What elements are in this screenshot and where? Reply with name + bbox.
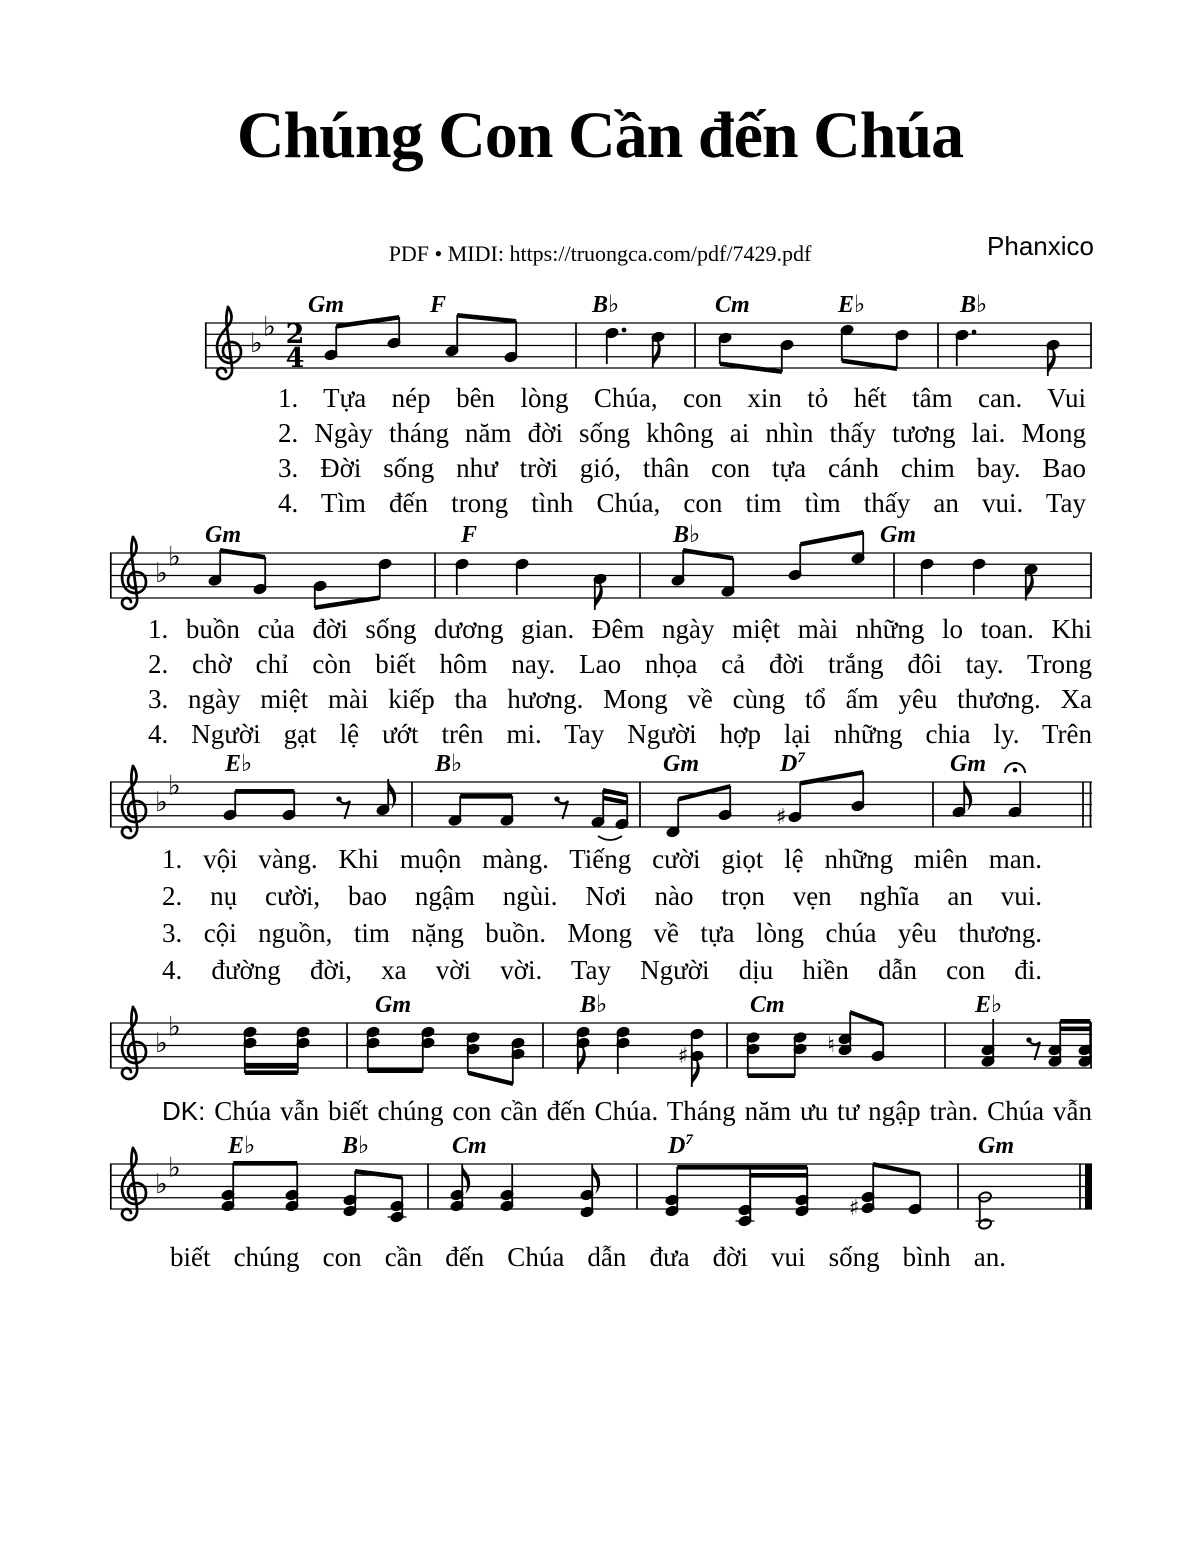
note <box>593 573 607 610</box>
chord-label: Cm <box>452 1133 487 1159</box>
beam <box>468 1070 513 1086</box>
beam <box>603 796 627 806</box>
tie <box>598 836 622 840</box>
staff-2 <box>110 522 1092 610</box>
key-flat-sign: ♭ <box>168 541 181 573</box>
beam <box>683 548 733 561</box>
chord-label: Gm <box>375 992 411 1018</box>
beam <box>245 1063 298 1068</box>
chord-label: Gm <box>308 292 344 318</box>
chorus-line-1 <box>162 1096 1092 1126</box>
note <box>616 1026 630 1074</box>
note <box>849 1191 875 1221</box>
chord-label: B♭ <box>580 992 608 1018</box>
verse3-line-1: 1. vội vàng. Khi muộn màng. Tiếng cười giọt lệ những miên man. <box>162 844 1042 874</box>
note <box>776 805 802 830</box>
beam <box>336 315 399 329</box>
key-flat-sign: ♭ <box>168 1011 181 1043</box>
note <box>952 781 972 818</box>
key-flat-sign: ♭ <box>168 1152 181 1184</box>
chord-label: E♭ <box>975 992 1003 1018</box>
chord-label: Cm <box>715 292 750 318</box>
note <box>678 1028 704 1087</box>
note <box>1024 563 1038 600</box>
beam <box>220 548 265 560</box>
staff-4 <box>110 992 1092 1087</box>
svg-text:4: 4 <box>285 343 305 374</box>
chord-label: $D^7$ <box>780 750 805 777</box>
verse2-line-1: 1. buồn của đời sống dương gian. Đêm ngày miệt mài những lo toan. Khi <box>148 614 1092 644</box>
composer-name: Phanxico <box>987 231 1094 261</box>
fermata <box>1005 763 1025 773</box>
staff-5 <box>110 1132 1092 1230</box>
chord-label: Cm <box>750 992 785 1018</box>
note <box>651 331 665 368</box>
chord-label: $D^7$ <box>668 1132 693 1159</box>
beam <box>1060 1027 1090 1032</box>
beam <box>842 358 897 371</box>
beam <box>677 1165 807 1170</box>
chord-label: B♭ <box>673 522 701 548</box>
chord-label: E♭ <box>838 292 866 318</box>
key-flat-sign: ♭ <box>155 787 168 818</box>
chord-label: F <box>430 292 447 318</box>
key-flat-sign: ♭ <box>250 328 263 359</box>
verse1-line-4: 4. Tìm đến trong tình Chúa, con tim tìm thấy an vui. Tay <box>278 488 1086 518</box>
chord-label: Gm <box>978 1133 1014 1159</box>
chord-label: Gm <box>663 751 699 777</box>
key-flat-sign: ♭ <box>263 311 276 343</box>
key-flat-sign: ♭ <box>155 1169 168 1200</box>
beam <box>457 313 516 324</box>
chorus-text: Chúa vẫn biết chúng con cần đến Chúa. Tháng năm ưu tư ngập tràn. Chúa vẫn <box>214 1096 1093 1126</box>
note <box>580 1164 600 1218</box>
verse2-line-4: 4. Người gạt lệ ướt trên mi. Tay Người hợp lại những chia ly. Trên <box>148 719 1092 749</box>
verse3-line-4: 4. đường đời, xa vời vời. Tay Người dịu hiền dẫn con đi. <box>162 955 1042 985</box>
note <box>920 558 934 595</box>
verse3-line-2: 2. nụ cười, bao ngậm ngùi. Nơi nào trọn vẹn nghĩa an vui. <box>162 881 1042 911</box>
chord-label: Gm <box>205 522 241 548</box>
verse2-line-3: 3. ngày miệt mài kiếp tha hương. Mong về cùng tổ ấm yêu thương. Xa <box>148 684 1092 714</box>
chord-label: B♭ <box>960 292 988 318</box>
verse1-line-3: 3. Đời sống như trời gió, thân con tựa cánh chim bay. Bao <box>278 453 1086 483</box>
beam <box>800 770 863 786</box>
beam <box>603 788 627 798</box>
accidental: ♯ <box>677 1044 689 1069</box>
staff-1 <box>205 292 1092 379</box>
note <box>576 1026 590 1074</box>
chorus-label: DK: <box>162 1096 206 1126</box>
note <box>978 1191 992 1230</box>
beam <box>1060 1019 1090 1024</box>
note <box>500 1164 514 1212</box>
chord-label: Gm <box>950 751 986 777</box>
beam <box>748 1073 795 1078</box>
staff-3 <box>110 750 1092 840</box>
verse1-line-1: 1. Tựa nép bên lòng Chúa, con xin tỏ hết tâm can. Vui <box>278 383 1086 413</box>
accidental: ♮ <box>827 1033 835 1058</box>
time-signature: 2 <box>285 319 305 350</box>
note <box>981 1019 995 1068</box>
note <box>376 779 396 816</box>
chord-label: B♭ <box>435 751 463 777</box>
verse3-line-3: 3. cội nguồn, tim nặng buồn. Mong về tựa lòng chúa yêu thương. <box>162 918 1042 948</box>
chord-label: Gm <box>880 522 916 548</box>
note <box>1008 781 1022 818</box>
note <box>450 1164 470 1212</box>
key-flat-sign: ♭ <box>168 770 181 802</box>
beam <box>750 1173 807 1178</box>
accidental: ♯ <box>775 805 787 830</box>
verse1-line-2: 2. Ngày tháng năm đời sống không ai nhìn thấy tương lai. Mong <box>278 418 1086 448</box>
key-flat-sign: ♭ <box>155 558 168 589</box>
pdf-midi-link[interactable]: PDF • MIDI: https://truongca.com/pdf/7429.pdf <box>388 241 812 266</box>
beam <box>355 1169 402 1180</box>
beam <box>460 794 512 799</box>
beam <box>235 789 294 794</box>
key-flat-sign: ♭ <box>155 1028 168 1059</box>
chord-label: F <box>461 522 478 548</box>
note <box>972 558 986 595</box>
accidental: ♯ <box>848 1196 860 1221</box>
beam <box>800 530 863 547</box>
chord-label: B♭ <box>592 292 620 318</box>
beam <box>368 1068 423 1073</box>
note <box>455 558 469 595</box>
beam <box>245 1070 298 1075</box>
note <box>515 558 529 595</box>
beam <box>233 1161 297 1166</box>
chord-label: B♭ <box>342 1133 370 1159</box>
song-title: Chúng Con Cần đến Chúa <box>236 99 964 172</box>
note <box>1046 339 1060 376</box>
verse2-line-2: 2. chờ chỉ còn biết hôm nay. Lao nhọa cả đời trắng đôi tay. Trong <box>148 649 1092 679</box>
chord-label: E♭ <box>225 751 253 777</box>
chorus-line-2: biết chúng con cần đến Chúa dẫn đưa đời vui sống bình an. <box>170 1242 1006 1272</box>
chord-label: E♭ <box>228 1133 256 1159</box>
beam <box>850 1010 883 1027</box>
